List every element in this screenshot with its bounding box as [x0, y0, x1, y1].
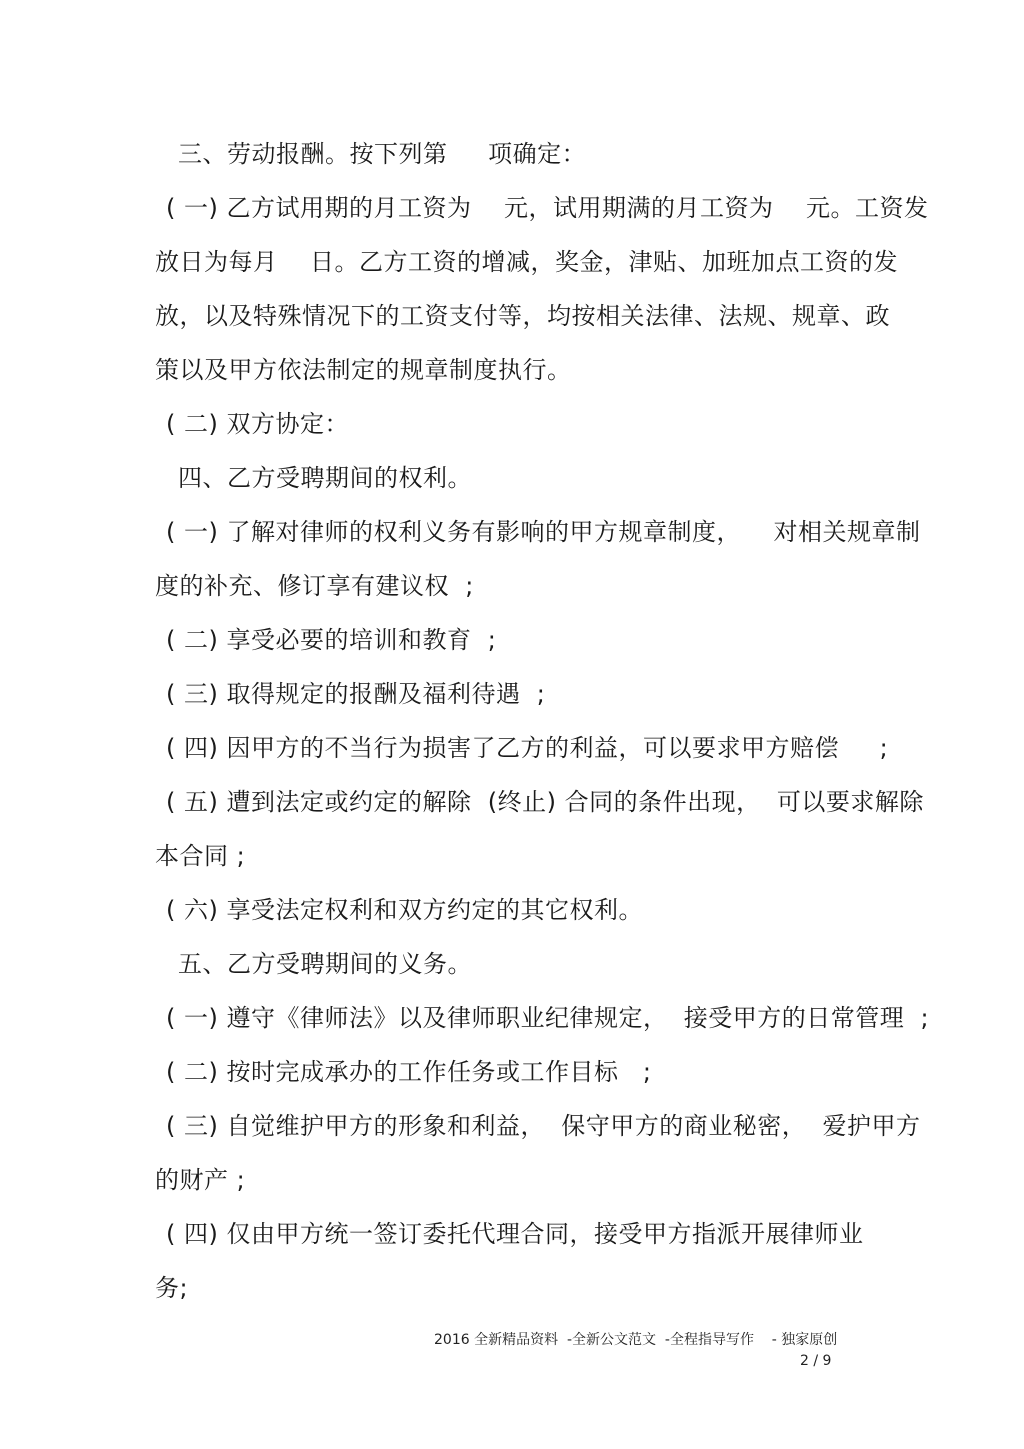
paragraph-line: ( 六) 享受法定权利和双方约定的其它权利。 [166, 896, 643, 924]
paragraph-line: 放日为每月 日。乙方工资的增减，奖金，津贴、加班加点工资的发 [155, 248, 899, 276]
footer-slogan: 2016 全新精品资料 -全新公文范文 -全程指导写作 - 独家原创 [434, 1332, 838, 1348]
section-heading-3: 三、劳动报酬。按下列第 项确定： [178, 140, 587, 168]
paragraph-line: ( 二) 按时完成承办的工作任务或工作目标 ; [166, 1058, 652, 1086]
paragraph-line: 放，以及特殊情况下的工资支付等，均按相关法律、法规、规章、政 [155, 302, 890, 330]
paragraph-line: 度的补充、修订享有建议权 ; [155, 572, 474, 600]
paragraph-line: ( 三) 自觉维护甲方的形象和利益， 保守甲方的商业秘密， 爱护甲方 [166, 1112, 921, 1140]
section-heading-5: 五、乙方受聘期间的义务。 [178, 950, 472, 978]
paragraph-line: ( 二) 享受必要的培训和教育 ; [166, 626, 497, 654]
paragraph-line: ( 四) 因甲方的不当行为损害了乙方的利益，可以要求甲方赔偿 ; [166, 734, 889, 762]
paragraph-line: 务; [155, 1274, 189, 1302]
page-number: 2 / 9 [800, 1353, 832, 1369]
paragraph-line: 策以及甲方依法制定的规章制度执行。 [155, 356, 572, 384]
paragraph-line: ( 一) 乙方试用期的月工资为 元，试用期满的月工资为 元。工资发 [166, 194, 929, 222]
paragraph-line: 本合同 ; [155, 842, 246, 870]
paragraph-line: ( 三) 取得规定的报酬及福利待遇 ; [166, 680, 546, 708]
section-heading-4: 四、乙方受聘期间的权利。 [178, 464, 472, 492]
paragraph-line: ( 二) 双方协定： [166, 410, 349, 438]
paragraph-line: 的财产 ; [155, 1166, 246, 1194]
paragraph-line: ( 四) 仅由甲方统一签订委托代理合同，接受甲方指派开展律师业 [166, 1220, 864, 1248]
paragraph-line: ( 一) 了解对律师的权利义务有影响的甲方规章制度， 对相关规章制 [166, 518, 921, 546]
paragraph-line: ( 一) 遵守《律师法》以及律师职业纪律规定， 接受甲方的日常管理 ; [166, 1004, 930, 1032]
paragraph-line: ( 五) 遭到法定或约定的解除 (终止) 合同的条件出现， 可以要求解除 [166, 788, 924, 816]
